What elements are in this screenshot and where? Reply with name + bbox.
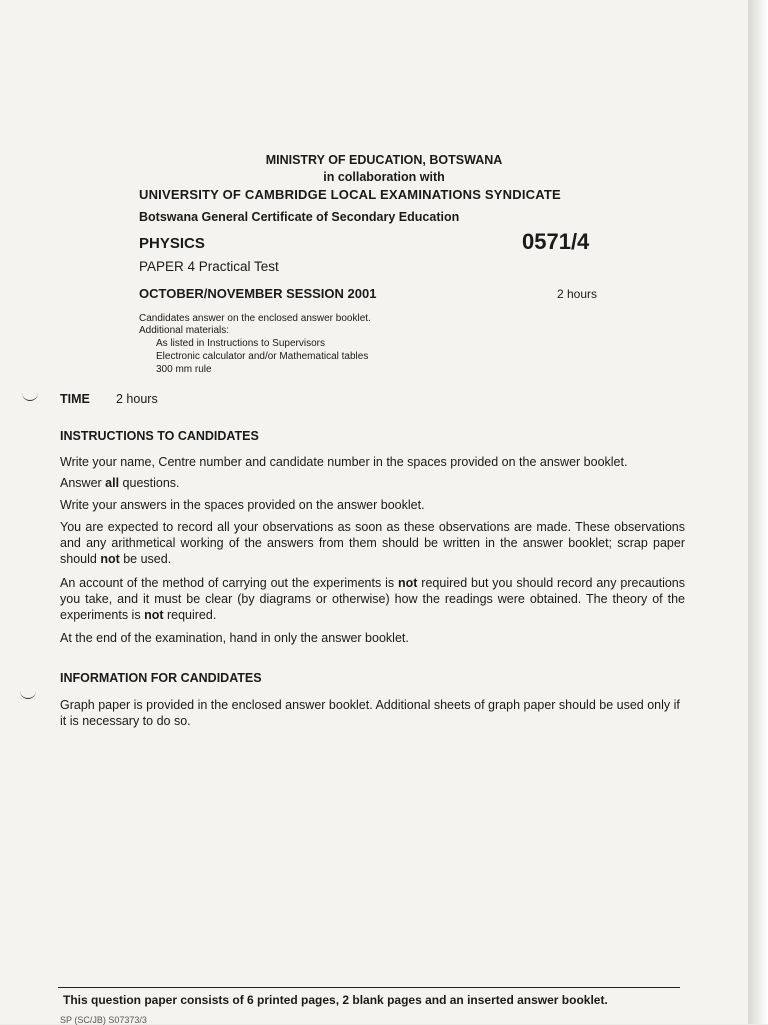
instruction-paragraph: At the end of the examination, hand in only the answer booklet. — [60, 631, 409, 645]
instruction-paragraph: Write your name, Centre number and candidate number in the spaces provided on the answer booklet. — [60, 455, 628, 469]
instruction-paragraph: An account of the method of carrying out the experiments is not required but you should record any precautions you take, and it must be clear (by diagrams or otherwise) how the readings were obtained. The theory of the experiments is not required. — [60, 576, 686, 622]
ministry-title: MINISTRY OF EDUCATION, BOTSWANA — [265, 153, 503, 167]
syndicate-title: UNIVERSITY OF CAMBRIDGE LOCAL EXAMINATIONS SYNDICATE — [139, 187, 561, 202]
information-paragraph: Graph paper is provided in the enclosed answer booklet. Additional sheets of graph paper should be used only if it is necessary to do so. — [60, 698, 680, 728]
footer-note: This question paper consists of 6 printed pages, 2 blank pages and an inserted answer booklet. — [63, 993, 608, 1007]
collab-line: in collaboration with — [323, 170, 445, 184]
paper-code: 0571/4 — [522, 229, 590, 254]
additional-materials-label: Additional materials: — [139, 325, 230, 336]
footer-rule — [58, 987, 680, 988]
footer-reference: SP (SC/JB) S07373/3 — [60, 1015, 147, 1025]
session-title: OCTOBER/NOVEMBER SESSION 2001 — [139, 286, 377, 301]
instruction-paragraph: Write your answers in the spaces provided on the answer booklet. — [60, 498, 425, 512]
instruction-paragraph: You are expected to record all your observations as soon as these observations are made. These observations and any arithmetical working of the answers from them should be written in the answer booklet; scrap paper should not be used. — [60, 520, 685, 566]
information-heading: INFORMATION FOR CANDIDATES — [60, 671, 262, 685]
certificate-title: Botswana General Certificate of Secondary Education — [139, 210, 460, 224]
instruction-paragraph: Answer all questions. — [60, 476, 180, 490]
paper-title: PAPER 4 Practical Test — [139, 259, 279, 274]
material-item: Electronic calculator and/or Mathematical tables — [156, 351, 369, 362]
time-label: TIME — [60, 392, 90, 406]
material-item: As listed in Instructions to Supervisors — [156, 338, 325, 349]
materials-line: Candidates answer on the enclosed answer booklet. — [139, 313, 371, 324]
material-item: 300 mm rule — [156, 364, 212, 375]
instructions-heading: INSTRUCTIONS TO CANDIDATES — [60, 429, 259, 443]
subject-title: PHYSICS — [139, 235, 205, 252]
time-value: 2 hours — [116, 392, 158, 406]
duration-label: 2 hours — [557, 287, 598, 301]
